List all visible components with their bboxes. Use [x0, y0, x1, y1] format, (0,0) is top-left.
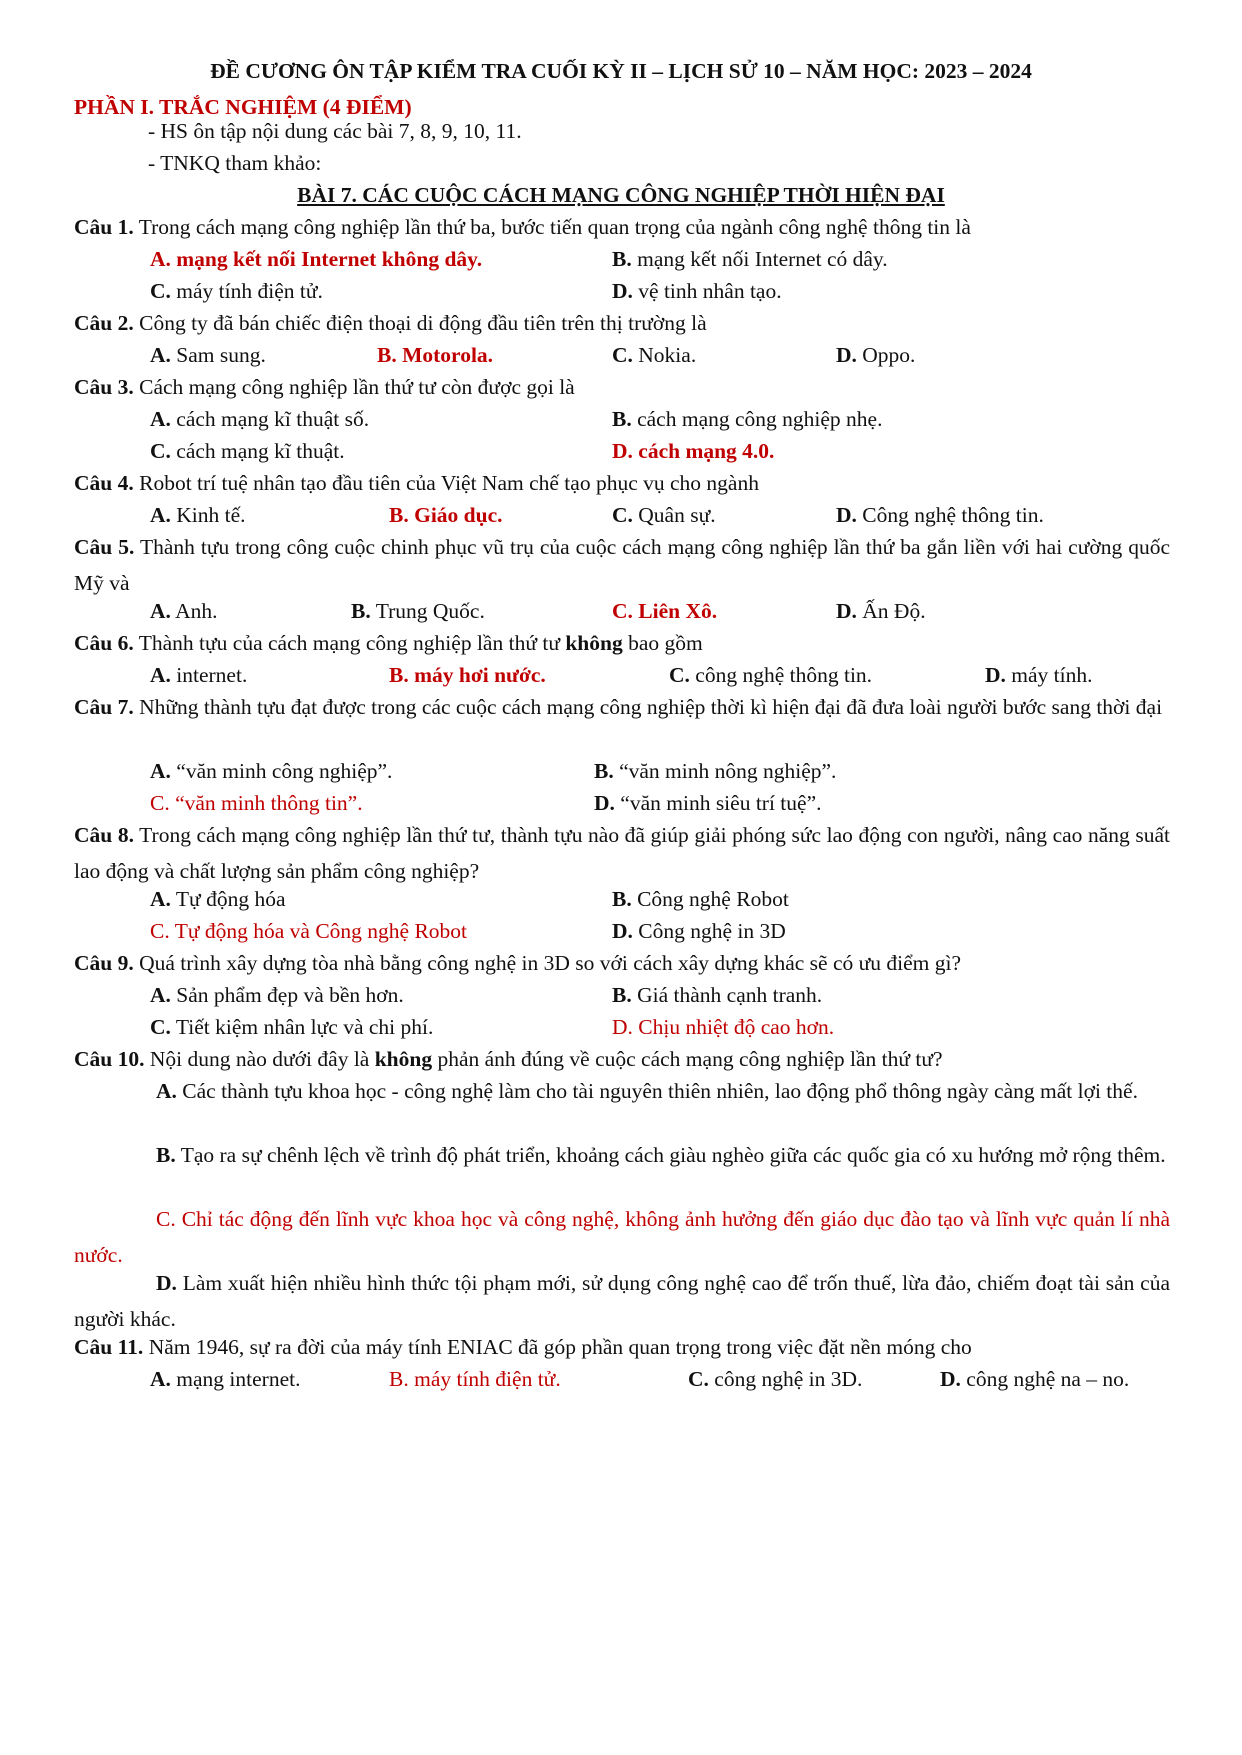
question-3: [74, 372, 575, 402]
option-b-correct: B. máy hơi nước.: [389, 663, 546, 687]
question-1: [74, 212, 971, 242]
question-5: [74, 529, 1170, 601]
option-c: C. máy tính điện tử.: [150, 279, 323, 303]
question-number: Câu 6.: [74, 631, 134, 655]
question-text: Thành tựu của cách mạng công nghiệp lần thứ tư: [138, 631, 560, 655]
option-c: C. công nghệ thông tin.: [669, 663, 873, 687]
document-title: ĐỀ CƯƠNG ÔN TẬP KIỂM TRA CUỐI KỲ II – LỊCH SỬ 10 – NĂM HỌC: 2023 – 2024: [210, 59, 1032, 83]
option-b: B. mạng kết nối Internet có dây.: [612, 247, 888, 271]
option-b-correct: B. Giáo dục.: [389, 503, 503, 527]
reference-note: - TNKQ tham khảo:: [148, 151, 322, 175]
question-number: Câu 9.: [74, 951, 134, 975]
question-number: Câu 1.: [74, 215, 134, 239]
option-a: A. Kinh tế.: [150, 503, 246, 527]
option-c: C. cách mạng kĩ thuật.: [150, 439, 345, 463]
option-c: C. công nghệ in 3D.: [688, 1367, 863, 1391]
option-a: A. mạng internet.: [150, 1367, 301, 1391]
question-text: Robot trí tuệ nhân tạo đầu tiên của Việt Nam chế tạo phục vụ cho ngành: [139, 471, 759, 495]
question-text-end: phản ánh đúng về cuộc cách mạng công nghiệp lần thứ tư?: [437, 1047, 943, 1071]
question-text: Năm 1946, sự ra đời của máy tính ENIAC đã góp phần quan trọng trong việc đặt nền móng cho: [148, 1335, 972, 1359]
option-d: D. máy tính.: [985, 663, 1093, 687]
option-c-correct: C. Liên Xô.: [612, 599, 718, 623]
option-d-correct: D. Chịu nhiệt độ cao hơn.: [612, 1015, 835, 1039]
option-b: B. Giá thành cạnh tranh.: [612, 983, 823, 1007]
option-c: C. Quân sự.: [612, 503, 716, 527]
question-text: Công ty đã bán chiếc điện thoại di động đầu tiên trên thị trường là: [139, 311, 707, 335]
question-number: Câu 5.: [74, 535, 135, 559]
option-a: A. Sam sung.: [150, 343, 266, 367]
option-d: D. “văn minh siêu trí tuệ”.: [594, 791, 822, 815]
option-c: C. Tiết kiệm nhân lực và chi phí.: [150, 1015, 434, 1039]
option-d: D. Oppo.: [836, 343, 916, 367]
question-number: Câu 3.: [74, 375, 134, 399]
option-c-correct: C. Chỉ tác động đến lĩnh vực khoa học và công nghệ, không ảnh hưởng đến giáo dục đào tạo và lĩnh vực quản lí nhà nước.: [74, 1207, 1170, 1267]
question-4: [74, 468, 759, 498]
option-a: A. internet.: [150, 663, 248, 687]
option-a: A. Anh.: [150, 599, 218, 623]
question-keyword: không: [565, 631, 623, 655]
option-d: D. Ấn Độ.: [836, 599, 926, 623]
option-a: A. Sản phẩm đẹp và bền hơn.: [150, 983, 404, 1007]
option-d: D. Công nghệ thông tin.: [836, 503, 1044, 527]
option-d: D. công nghệ na – no.: [940, 1367, 1130, 1391]
question-text: Những thành tựu đạt được trong các cuộc cách mạng công nghiệp thời kì hiện đại đã đưa loài người bước sang thời đại: [139, 695, 1163, 719]
option-d: D. Làm xuất hiện nhiều hình thức tội phạm mới, sử dụng công nghệ cao để trốn thuế, lừa đảo, chiếm đoạt tài sản của người khác.: [74, 1271, 1171, 1331]
option-c: C. Nokia.: [612, 343, 697, 367]
option-b: B. Tạo ra sự chênh lệch về trình độ phát triển, khoảng cách giàu nghèo giữa các quốc gia có xu hướng mở rộng thêm.: [156, 1143, 1166, 1167]
option-d-correct: D. cách mạng 4.0.: [612, 439, 775, 463]
question-8: [74, 817, 1170, 889]
question-10: [74, 1044, 943, 1074]
question-text-end: bao gồm: [628, 631, 703, 655]
option-d: D. vệ tinh nhân tạo.: [612, 279, 782, 303]
question-2: [74, 308, 707, 338]
option-c-correct: C. Tự động hóa và Công nghệ Robot: [150, 919, 468, 943]
option-b: B. cách mạng công nghiệp nhẹ.: [612, 407, 883, 431]
question-number: Câu 11.: [74, 1335, 144, 1359]
question-11: [74, 1332, 972, 1362]
question-number: Câu 7.: [74, 695, 134, 719]
option-b: B. “văn minh nông nghiệp”.: [594, 759, 837, 783]
question-6: [74, 628, 703, 658]
option-d: D. Công nghệ in 3D: [612, 919, 786, 943]
option-a: A. “văn minh công nghiệp”.: [150, 759, 393, 783]
option-a: A. cách mạng kĩ thuật số.: [150, 407, 370, 431]
question-text: Cách mạng công nghiệp lần thứ tư còn được gọi là: [139, 375, 575, 399]
question-number: Câu 2.: [74, 311, 134, 335]
question-9: [74, 948, 961, 978]
option-b-correct: B. Motorola.: [377, 343, 494, 367]
question-number: Câu 10.: [74, 1047, 145, 1071]
option-a: A. Tự động hóa: [150, 887, 286, 911]
option-b: B. Trung Quốc.: [351, 599, 485, 623]
question-text: Trong cách mạng công nghiệp lần thứ tư, thành tựu nào đã giúp giải phóng sức lao động con người, nâng cao năng suất lao động và chất lượng sản phẩm công nghiệp?: [74, 823, 1170, 883]
question-text: Thành tựu trong công cuộc chinh phục vũ trụ của cuộc cách mạng công nghiệp lần thứ ba gắn liền với hai cường quốc Mỹ và: [74, 535, 1170, 595]
option-c-correct: C. “văn minh thông tin”.: [150, 791, 363, 815]
option-a-correct: A. mạng kết nối Internet không dây.: [150, 247, 483, 271]
option-a: A. Các thành tựu khoa học - công nghệ làm cho tài nguyên thiên nhiên, lao động phổ thông ngày càng mất lợi thế.: [156, 1079, 1138, 1103]
question-keyword: không: [374, 1047, 433, 1071]
lesson-heading: BÀI 7. CÁC CUỘC CÁCH MẠNG CÔNG NGHIỆP THỜI HIỆN ĐẠI: [297, 183, 945, 207]
question-7: [74, 689, 1170, 725]
question-text: Nội dung nào dưới đây là: [149, 1047, 370, 1071]
option-b: B. Công nghệ Robot: [612, 887, 789, 911]
question-text: Trong cách mạng công nghiệp lần thứ ba, bước tiến quan trọng của ngành công nghệ thông tin là: [138, 215, 971, 239]
section-heading: PHẦN I. TRẮC NGHIỆM (4 ĐIỂM): [74, 95, 412, 119]
study-note: - HS ôn tập nội dung các bài 7, 8, 9, 10, 11.: [148, 119, 522, 143]
question-number: Câu 4.: [74, 471, 134, 495]
option-b-correct: B. máy tính điện tử.: [389, 1367, 561, 1391]
question-text: Quá trình xây dựng tòa nhà bằng công nghệ in 3D so với cách xây dựng khác sẽ có ưu điểm gì?: [139, 951, 962, 975]
question-number: Câu 8.: [74, 823, 134, 847]
